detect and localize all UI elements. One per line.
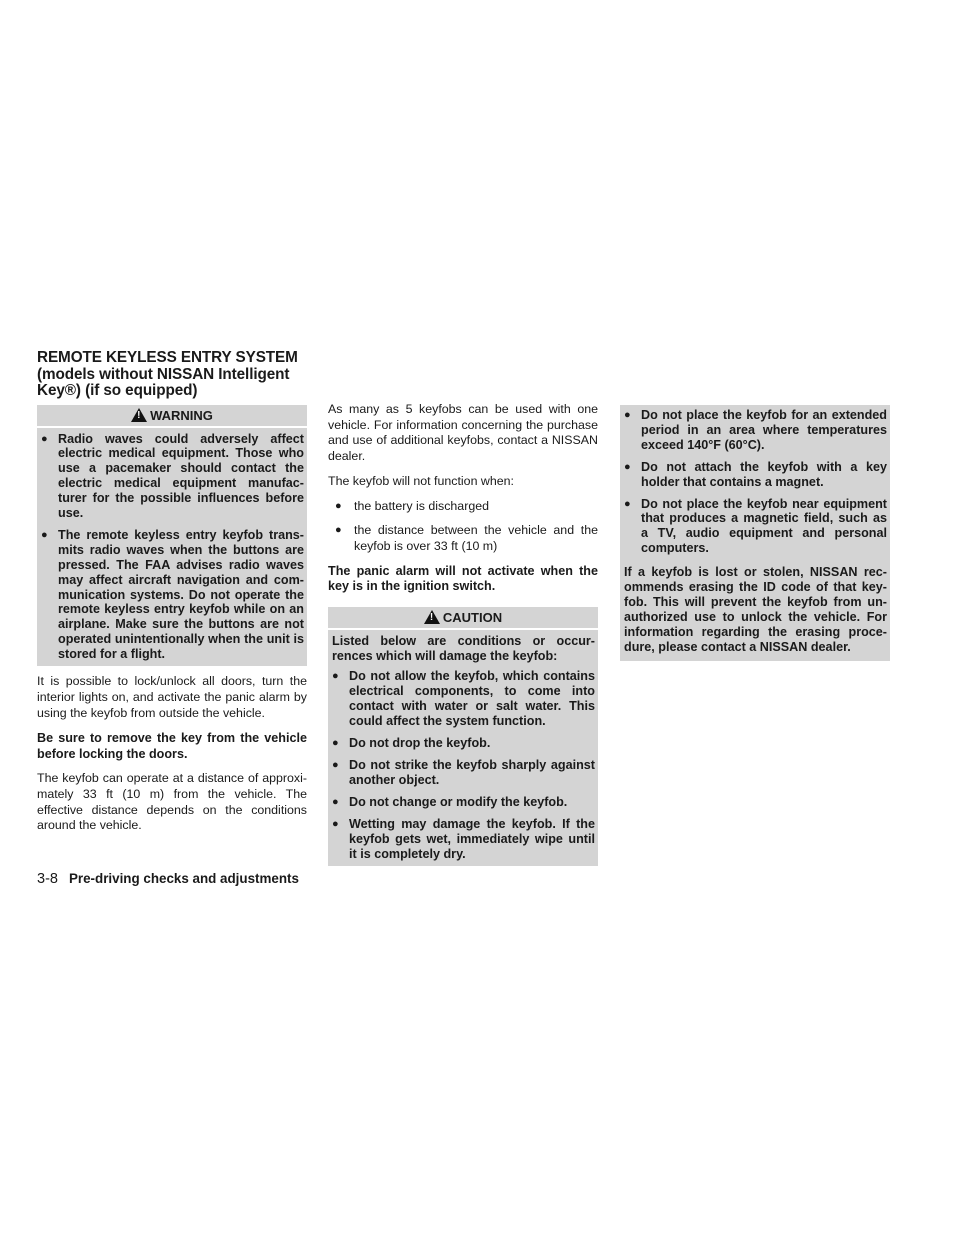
warning-header [37,405,307,428]
bullet-icon: ● [332,817,339,830]
page-footer [37,871,299,887]
caution-box [328,607,598,866]
caution-body [328,630,598,866]
caution-item-text: Do not change or modify the keyfob. [349,794,568,809]
caution-item-text: Wetting may damage the keyfob. If the keyfob gets wet, immediately wipe until it is completely dry. [349,816,595,861]
caution-item [332,736,595,751]
paragraph: The keyfob will not function when: [328,473,514,488]
warning-item-text: Radio waves could adversely affect electric medical equipment. Those who use a pacemaker should contact the electric medical equipment manufac-turer for the possible influences before use. [58,431,304,521]
warning-item-text: The remote keyless entry keyfob trans-mits radio waves when the buttons are pressed. The FAA advises radio waves may affect aircraft navigation and com-munication systems. Do not operate the remote keyless entry keyfob while on an airplane. Make sure the buttons are not operated unintentionally when the unit is stored for a flight. [58,527,304,662]
caution-intro: Listed below are conditions or occur-rences which will damage the keyfob: [332,633,595,663]
caution-note: If a keyfob is lost or stolen, NISSAN rec-ommends erasing the ID code of that key-fob. This will prevent the keyfob from un-authorized use to unlock the vehicle. For information regarding the erasing proce-dure, please contact a NISSAN dealer. [624,565,887,654]
caution-item [332,669,595,729]
caution-continued-box [620,405,890,661]
bullet-icon: ● [332,670,339,683]
column-left [37,350,307,843]
list-item-text: the distance between the vehicle and the keyfob is over 33 ft (10 m) [354,523,598,553]
bullet-icon: ● [332,737,339,750]
caution-item-text: Do not place the keyfob for an extended period in an area where temperatures exceed 140°F (60°C). [641,408,887,452]
caution-item [332,758,595,788]
caution-item-text: Do not place the keyfob near equipment that produces a magnetic field, such as a TV, audio equipment and personal computers. [641,496,887,556]
bullet-icon: ● [41,432,48,445]
caution-item [332,817,595,862]
warning-box [37,405,307,667]
caution-item [624,460,887,490]
warning-item [41,528,304,662]
paragraph: The keyfob can operate at a distance of approxi-mately 33 ft (10 m) from the vehicle. The effective distance depends on the conditions around the vehicle. [37,771,307,833]
column-right [620,405,890,661]
caution-item [332,795,595,810]
bullet-icon: ● [624,460,631,473]
bold-paragraph: Be sure to remove the key from the vehicle before locking the doors. [37,731,307,762]
caution-item-text: Do not strike the keyfob sharply against another object. [349,758,595,787]
bullet-icon: ● [332,759,339,772]
warning-body [37,428,307,667]
caution-label: CAUTION [442,609,503,625]
column-middle [328,402,598,866]
list-item [328,523,598,554]
bold-paragraph: The panic alarm will not activate when the key is in the ignition switch. [328,563,598,594]
caution-item-text: Do not attach the keyfob with a key holder that contains a magnet. [641,459,887,489]
page-number: 3-8 [37,871,58,887]
list-item-text: the battery is discharged [354,498,489,513]
paragraph: It is possible to lock/unlock all doors, turn the interior lights on, and activate the panic alarm by using the keyfob from outside the vehicle. [37,674,307,720]
bullet-icon: ● [624,497,631,510]
section-title-line1: REMOTE KEYLESS ENTRY SYSTEM [37,349,298,366]
paragraph: As many as 5 keyfobs can be used with one vehicle. For information concerning the purchase and use of additional keyfobs, contact a NISSAN dealer. [328,402,598,464]
section-title-line2: (models without NISSAN Intelligent [37,365,290,383]
warning-item [41,432,304,521]
list-item [328,499,598,515]
chapter-title: Pre-driving checks and adjustments [68,871,299,886]
caution-item [624,408,887,453]
caution-item-text: Do not drop the keyfob. [349,736,491,751]
bullet-icon: ● [624,409,631,421]
section-title [37,350,307,400]
warning-label: WARNING [150,407,213,423]
warning-triangle-icon [131,408,147,422]
caution-item-text: Do not allow the keyfob, which contains electrical components, to come into contact with water or salt water. This could affect the system function. [349,669,595,729]
bullet-icon: ● [41,528,48,541]
caution-triangle-icon [424,610,440,624]
caution-item [624,497,887,557]
bullet-icon: ● [335,524,342,537]
section-title-line3: Key®) (if so equipped) [37,382,198,399]
bullet-icon: ● [332,795,339,808]
bullet-icon: ● [335,499,342,512]
caution-header [328,607,598,630]
